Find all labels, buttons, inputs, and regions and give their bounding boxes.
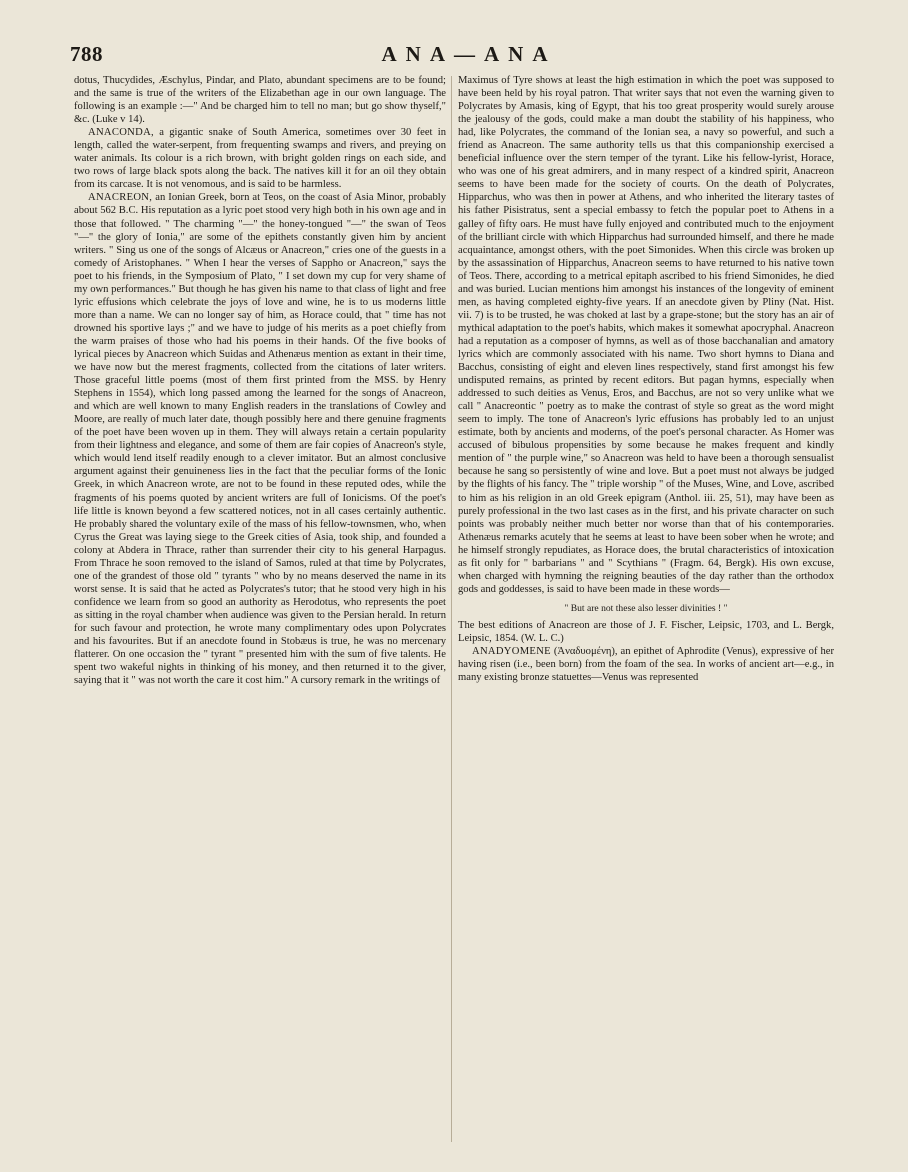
- running-head: ANA—ANA: [381, 42, 557, 66]
- column-rule: [451, 76, 452, 1142]
- paragraph-maximus: Maximus of Tyre shows at least the high estimation in which the poet was supposed to have been held by his royal patron. That writer says that not even the warning given to Polycrates by Amasis, king of Egypt, that his too great prosperity would surely arouse the jealousy of the gods, could make a man doubt the stability of his happiness, who had, like Polycrates, the command of the Ionian sea, a navy so powerful, and such a friend as Anacreon. The same authority tells us that this companionship exercised a beneficial influence over the stern temper of the tyrant. Like his fellow-lyrist, Horace, who was one of his great admirers, and in many respect of a kindred spirit, Anacreon seems to have been made for the society of courts. On the death of Polycrates, Hipparchus, who was then in power at Athens, and who inherited the literary tastes of his father Pisistratus, sent a special embassy to fetch the popular poet to Athens in a galley of fifty oars. He must have fully enjoyed and contributed much to the enjoyment of the brilliant circle with which Hipparchus had surrounded himself, and there he made acquaintance, amongst others, with the poet Simonides. When this circle was broken up by the assassination of Hipparchus, Anacreon seems to have returned to his native town of Teos. There, according to a metrical epitaph ascribed to his friend Simonides, he died and was buried. Lucian mentions him amongst his instances of the longevity of eminent men, as having completed eighty-five years. If an anecdote given by Pliny (Nat. Hist. vii. 7) is to be trusted, he was choked at last by a grape-stone; but the story has an air of mythical adaptation to the poet's habits, which makes it somewhat apocryphal. Anacreon had a reputation as a composer of hymns, as well as of those bacchanalian and amatory lyrics which are commonly associated with his name. Two short hymns to Diana and Bacchus, consisting of eight and eleven lines respectively, stand first amongst his few undisputed remains, as printed by recent editors. But pagan hymns, especially when addressed to such deities as Venus, Eros, and Bacchus, are not so very unlike what we call " Anacreontic " poetry as to make the contrast of style so great as the word might seem to imply. The tone of Anacreon's lyric effusions has probably led to an unjust estimate, both by ancients and moderns, of the poet's personal character. As Homer was accused of bibulous propensities by some because he makes frequent and kindly mention of " the purple wine," so Anacreon was held to have been a thorough sensualist because he sang so persistently of wine and love. But a poet must not always be judged by the flights of his fancy. The " triple worship " of the Muses, Wine, and Love, ascribed to him as his religion in an old Greek epigram (Anthol. iii. 25, 51), may have been as purely professional in the two last cases as in the first, and his private character on such points was probably neither much better nor worse than that of his contemporaries. Athenæus remarks acutely that he seems at least to have been sober when he wrote; and he himself strongly repudiates, as Horace does, the brutal characteristics of intoxication as fit only for " barbarians " and " Scythians " (Fragm. 64, Bergk). His own excuse, when charged with hymning the reigning beauties of the day rather than the orthodox gods and goddesses, is said to have been made in these words—: [458, 75, 834, 595]
- page-header: [70, 42, 868, 72]
- right-column: [458, 74, 834, 684]
- left-column: [74, 74, 446, 687]
- entry-anacreon: [74, 191, 446, 687]
- entry-anaconda: [74, 126, 446, 191]
- entry-anaconda-body: a gigantic snake of South America, sometimes over 30 feet in length, called the water-serpent, from frequenting swamps and rivers, and preying on water animals. Its colour is a rich brown, with bright golden rings on each side, and two rows of large black spots along the back. The natives kill it for an oil they obtain from its carcase. It is not venomous, and is said to be harmless.: [74, 127, 446, 191]
- paragraph-editions: The best editions of Anacreon are those of J. F. Fischer, Leipsic, 1703, and L. Bergk, Leipsic, 1854. (W. L. C.): [458, 619, 834, 644]
- paragraph-dotus: dotus, Thucydides, Æschylus, Pindar, and Plato, abundant specimens are to be found; and the same is true of the writers of the Elizabethan age in our own language. The following is an example :—" And be charged him to tell no man; but go show thyself," &c. (Luke v 14).: [74, 75, 446, 126]
- page-number: 788: [70, 42, 103, 66]
- entry-anadyomene: [458, 645, 834, 684]
- headword-anaconda: ANACONDA,: [88, 127, 154, 139]
- headword-anadyomene: ANADYOMENE: [472, 646, 551, 658]
- entry-anacreon-body: an Ionian Greek, born at Teos, on the coast of Asia Minor, probably about 562 B.C. His reputation as a lyric poet stood very high both in his own age and in those that followed. " The charming "—" the honey-tongued "—" the swan of Teos "—" the glory of Ionia," are some of the epithets constantly given him by ancient writers. " Sing us one of the songs of Alcæus or Anacreon," cries one of the guests in a comedy of Aristophanes. " When I hear the verses of Sappho or Anacreon," says the poet to his friends, in the Symposium of Plato, " I set down my cup for very shame of my own performances." But though he has given his name to that class of light and free lyric effusions which celebrate the joys of love and wine, he is to us moderns little more than a name. We can no longer say of him, as Horace could, that " time has not drowned his sportive lays ;" and we have to judge of his merits as a poet chiefly from the warm praises of those who had his poems in their hands. Of the five books of lyrical pieces by Anacreon which Suidas and Athenæus mention as extant in their time, we have now but the merest fragments, collected from the citations of later writers. Those graceful little poems (most of them first printed from the MSS. by Henry Stephens in 1554), which long passed among the learned for the songs of Anacreon, and which are well known to many English readers in the translations of Cowley and Moore, are really of much later date, though possibly here and there genuine fragments of the poet have been woven up in them. They will always retain a certain popularity from their lightness and elegance, and some of them are fair copies of Anacreon's style, which would lend itself readily enough to a clever imitator. But an almost conclusive argument against their genuineness lies in the fact that the peculiar forms of the Ionic Greek, in which Anacreon wrote, are not to be found in these reputed odes, while the fragments of his poems quoted by ancient writers are full of Ionicisms. Of the poet's life little is known beyond a few scattered notices, not in all cases certainly authentic. He probably shared the voluntary exile of the mass of his fellow-townsmen, who, when Cyrus the Great was laying siege to the Greek cities of Asia, took ship, and founded a colony at Abdera in Thrace, rather than surrender their city to his general Harpagus. From Thrace he soon removed to the island of Samos, ruled at that time by Polycrates, one of the grandest of those old " tyrants " who by no means deserved the name in its worst sense. It is said that he acted as Polycrates's tutor; that he stood very high in his confidence we learn from so good an authority as Herodotus, who represents the poet as sitting in the royal chamber when audience was given to the Persian herald. In return for such favour and protection, he wrote many complimentary odes upon Polycrates and his favourites. But if an anecdote found in Stobæus is true, he was no mercenary flatterer. On one occasion the " tyrant " presented him with the sum of five talents. He spent two wakeful nights in thinking of his money, and then returned it to the giver, saying that it " was not worth the care it cost him." A cursory remark in the writings of: [74, 192, 446, 687]
- entry-anadyomene-body: (Ἀναδυομένη), an epithet of Aphrodite (Venus), expressive of her having risen (i.e., been born) from the foam of the sea. In works of ancient art—e.g., in many existing bronze statuettes—Venus was represented: [458, 646, 834, 684]
- quotation: " But are not these also lesser divinities ! ": [564, 602, 728, 614]
- headword-anacreon: ANACREON,: [88, 192, 153, 204]
